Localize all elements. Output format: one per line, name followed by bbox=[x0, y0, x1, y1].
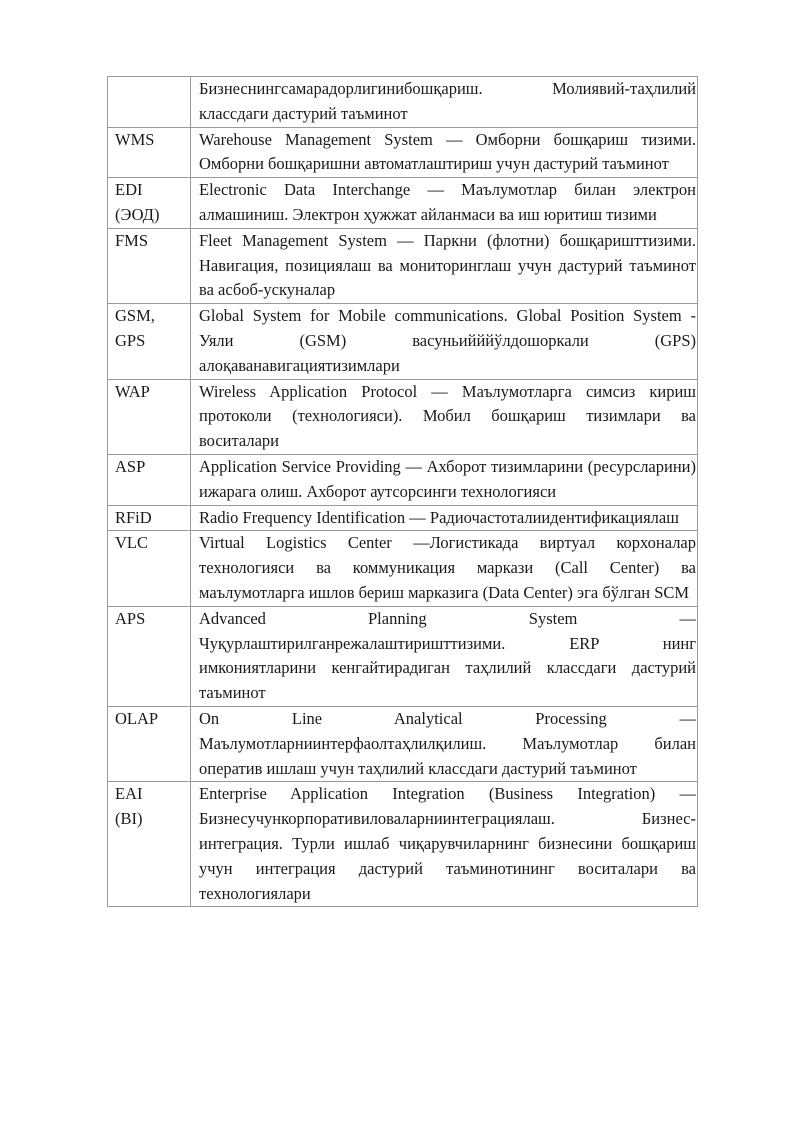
description-cell bbox=[191, 454, 698, 505]
description-text: Electronic Data Interchange — Маълумотлар билан электрон алмашиниш. Электрон ҳужжат айланмаси ва иш юритиш тизими bbox=[199, 180, 696, 224]
description-text: On Line Analytical Processing — Маълумотларниинтерфаолтаҳлилқилиш. Маълумотлар билан оператив ишлаш учун таҳлилий классдаги дастурий таъминот bbox=[199, 708, 696, 778]
abbreviation-cell bbox=[108, 606, 191, 706]
abbreviation-cell bbox=[108, 379, 191, 454]
abbreviation-text: GSM, GPS bbox=[115, 306, 155, 350]
description-cell bbox=[191, 77, 698, 128]
description-cell bbox=[191, 379, 698, 454]
description-text: Global System for Mobile communications. Global Position System - Уяли (GSM) васуньийййўлдошоркали (GPS) алоқаванавигациятизимлари bbox=[199, 306, 696, 375]
abbreviation-cell bbox=[108, 706, 191, 781]
description-text: Enterprise Application Integration (Business Integration) — Бизнесучункорпоративиловаларниинтеграциялаш. Бизнес-интеграция. Турли ишлаб чиқарувчиларнинг бизнесини бошқариш учун интеграция дастурий таъминотининг воситалари ва технологиялари bbox=[199, 784, 696, 903]
table-row bbox=[108, 505, 698, 531]
abbreviation-text: VLC bbox=[115, 533, 148, 553]
description-text: Virtual Logistics Center —Логистикада виртуал корхоналар технологияси ва коммуникация маркази (Call Center) ва маълумотларга ишлов бериш марказига (Data Center) эга бўлган SCM bbox=[199, 533, 696, 602]
abbreviation-cell bbox=[108, 782, 191, 907]
abbreviation-table bbox=[107, 76, 698, 907]
table-row bbox=[108, 782, 698, 907]
abbreviation-cell bbox=[108, 228, 191, 303]
table-row bbox=[108, 304, 698, 379]
description-cell bbox=[191, 127, 698, 178]
abbreviation-text: ASP bbox=[115, 456, 146, 476]
table-row bbox=[108, 706, 698, 781]
table-row bbox=[108, 454, 698, 505]
description-cell bbox=[191, 505, 698, 531]
description-text: Warehouse Management System — Омборни бошқариш тизими. Омборни бошқаришни автоматлаштириш учун дастурий таъминот bbox=[199, 129, 696, 174]
description-text: Wireless Application Protocol — Маълумотларга симсиз кириш протоколи (технологияси). Мобил бошқариш тизимлари ва воситалари bbox=[199, 381, 696, 451]
description-cell bbox=[191, 228, 698, 303]
description-cell bbox=[191, 531, 698, 606]
abbreviation-cell bbox=[108, 304, 191, 379]
abbreviation-text: WMS bbox=[115, 129, 155, 149]
abbreviation-text: RFiD bbox=[115, 507, 152, 527]
abbreviation-text: EAI (BI) bbox=[115, 784, 143, 829]
description-text: Advanced Planning System — Чуқурлаштирилганрежалаштиришттизими. ERP нинг имкониятларини кенгайтирадиган таҳлилий классдаги дастурий таъминот bbox=[199, 608, 696, 703]
abbreviation-cell bbox=[108, 454, 191, 505]
abbreviation-table-body bbox=[108, 77, 698, 907]
table-row bbox=[108, 178, 698, 229]
abbreviation-text: OLAP bbox=[115, 708, 159, 728]
description-text: Application Service Providing — Ахборот тизимларини (ресурсларини) ижарага олиш. Ахборот аутсорсинги технологияси bbox=[199, 456, 696, 501]
description-cell bbox=[191, 304, 698, 379]
description-text: Бизнеснингсамарадорлигинибошқариш. Молиявий-таҳлилий классдаги дастурий таъминот bbox=[199, 79, 696, 123]
abbreviation-cell bbox=[108, 531, 191, 606]
abbreviation-text: EDI (ЭОД) bbox=[115, 180, 160, 224]
description-cell bbox=[191, 782, 698, 907]
abbreviation-cell bbox=[108, 77, 191, 128]
table-row bbox=[108, 127, 698, 178]
description-text: Radio Frequency Identification — Радиочастоталиидентификациялаш bbox=[199, 507, 679, 527]
table-row bbox=[108, 77, 698, 128]
abbreviation-text: WAP bbox=[115, 381, 150, 401]
abbreviation-cell bbox=[108, 505, 191, 531]
table-row bbox=[108, 379, 698, 454]
description-cell bbox=[191, 706, 698, 781]
abbreviation-text: APS bbox=[115, 608, 146, 628]
table-row bbox=[108, 531, 698, 606]
abbreviation-cell bbox=[108, 127, 191, 178]
table-row bbox=[108, 228, 698, 303]
description-text: Fleet Management System — Паркни (флотни) бошқаришттизими. Навигация, позициялаш ва мониторинглаш учун дастурий таъминот ва асбоб-ускуналар bbox=[199, 230, 696, 300]
description-cell bbox=[191, 606, 698, 706]
table-row bbox=[108, 606, 698, 706]
description-cell bbox=[191, 178, 698, 229]
abbreviation-cell bbox=[108, 178, 191, 229]
abbreviation-text: FMS bbox=[115, 230, 149, 250]
